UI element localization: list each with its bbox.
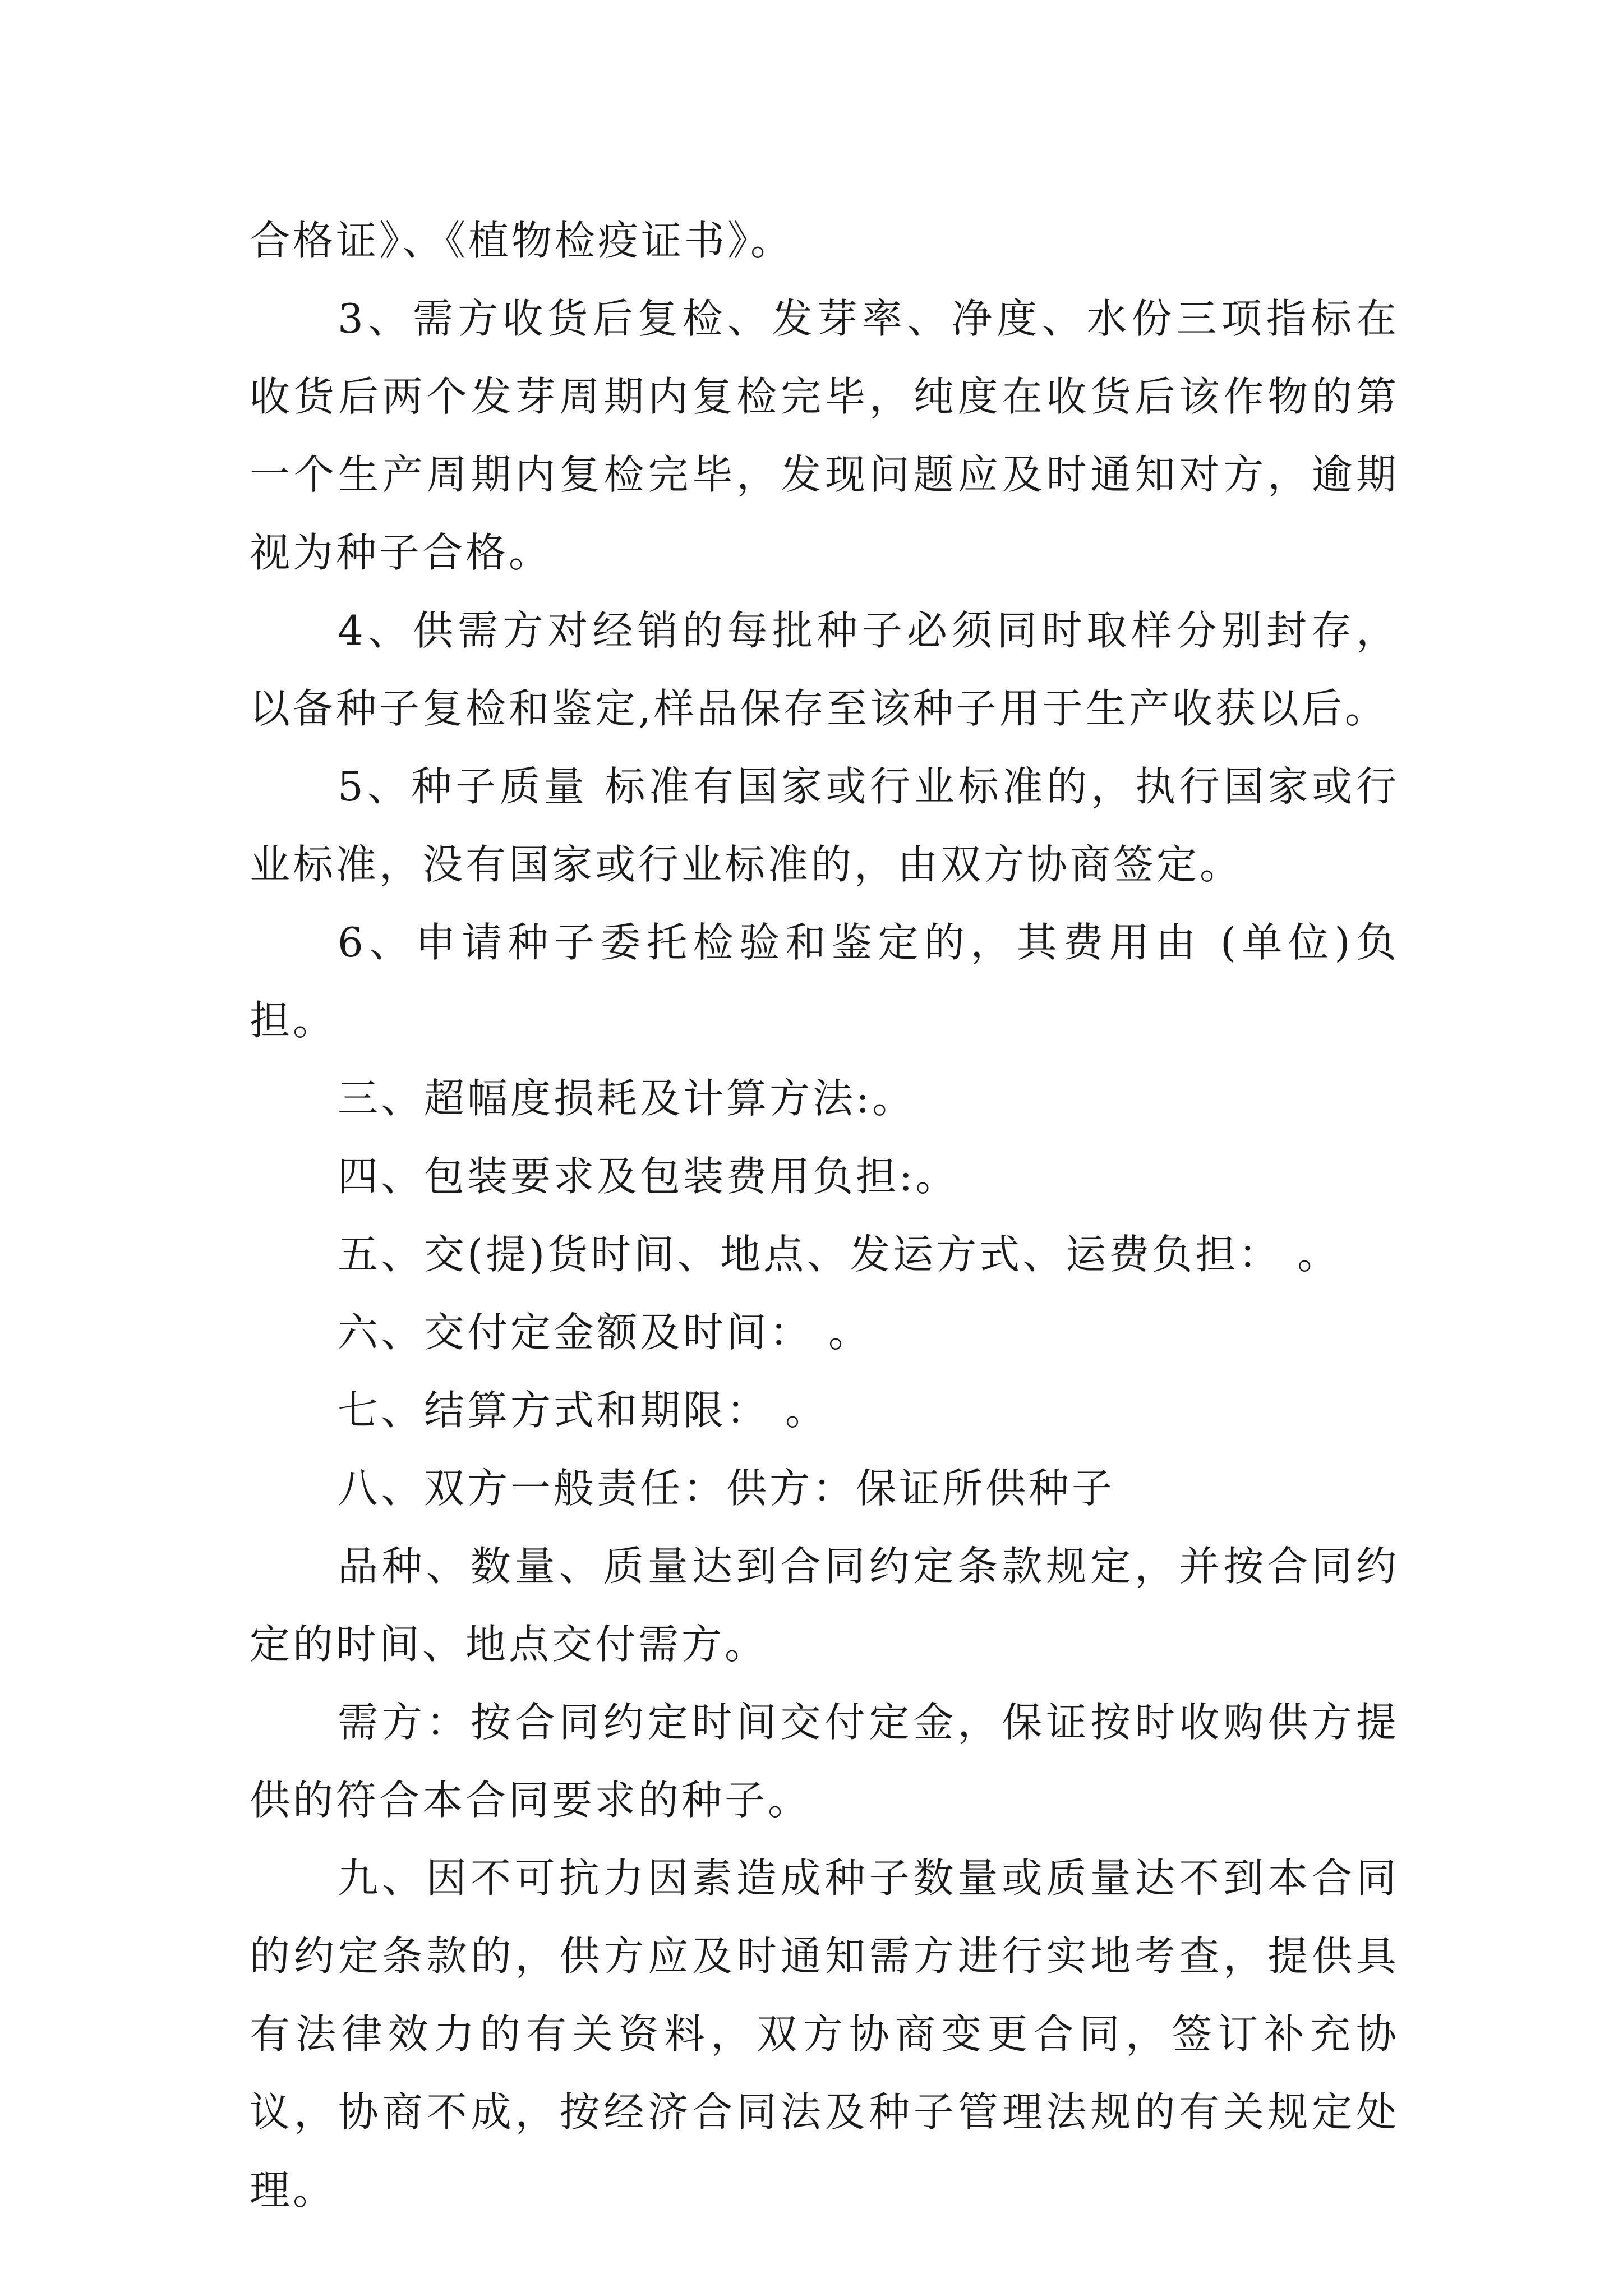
paragraph-4: 5、种子质量 标准有国家或行业标准的，执行国家或行业标准，没有国家或行业标准的，由双方协商签定。 <box>250 763 1399 888</box>
paragraph-11: 八、双方一般责任：供方：保证所供种子 <box>338 1465 1115 1512</box>
paragraph-8: 五、交(提)货时间、地点、发运方式、运费负担： 。 <box>338 1231 1341 1278</box>
paragraph-7: 四、包装要求及包装费用负担:。 <box>338 1153 959 1200</box>
paragraph-5: 6、申请种子委托检验和鉴定的，其费用由 (单位)负担。 <box>250 919 1399 1044</box>
paragraph-1: 合格证》、《植物检疫证书》。 <box>250 217 794 264</box>
paragraph-9: 六、交付定金额及时间： 。 <box>338 1309 872 1356</box>
paragraph-6: 三、超幅度损耗及计算方法:。 <box>338 1075 916 1122</box>
paragraph-2: 3、需方收货后复检、发芽率、净度、水份三项指标在收货后两个发芽周期内复检完毕，纯度在收货后该作物的第一个生产周期内复检完毕，发现问题应及时通知对方，逾期视为种子合格。 <box>250 295 1399 576</box>
paragraph-12: 品种、数量、质量达到合同约定条款规定，并按合同约定的时间、地点交付需方。 <box>250 1543 1399 1668</box>
paragraph-13: 需方：按合同约定时间交付定金，保证按时收购供方提供的符合本合同要求的种子。 <box>250 1699 1399 1824</box>
document-body <box>250 202 1399 2229</box>
paragraph-3: 4、供需方对经销的每批种子必须同时取样分别封存，以备种子复检和鉴定,样品保存至该种子用于生产收获以后。 <box>250 607 1399 732</box>
paragraph-14: 九、因不可抗力因素造成种子数量或质量达不到本合同的约定条款的，供方应及时通知需方进行实地考查，提供具有法律效力的有关资料，双方协商变更合同，签订补充协议，协商不成，按经济合同法及种子管理法规的有关规定处理。 <box>250 1855 1399 2214</box>
paragraph-10: 七、结算方式和期限： 。 <box>338 1387 828 1434</box>
